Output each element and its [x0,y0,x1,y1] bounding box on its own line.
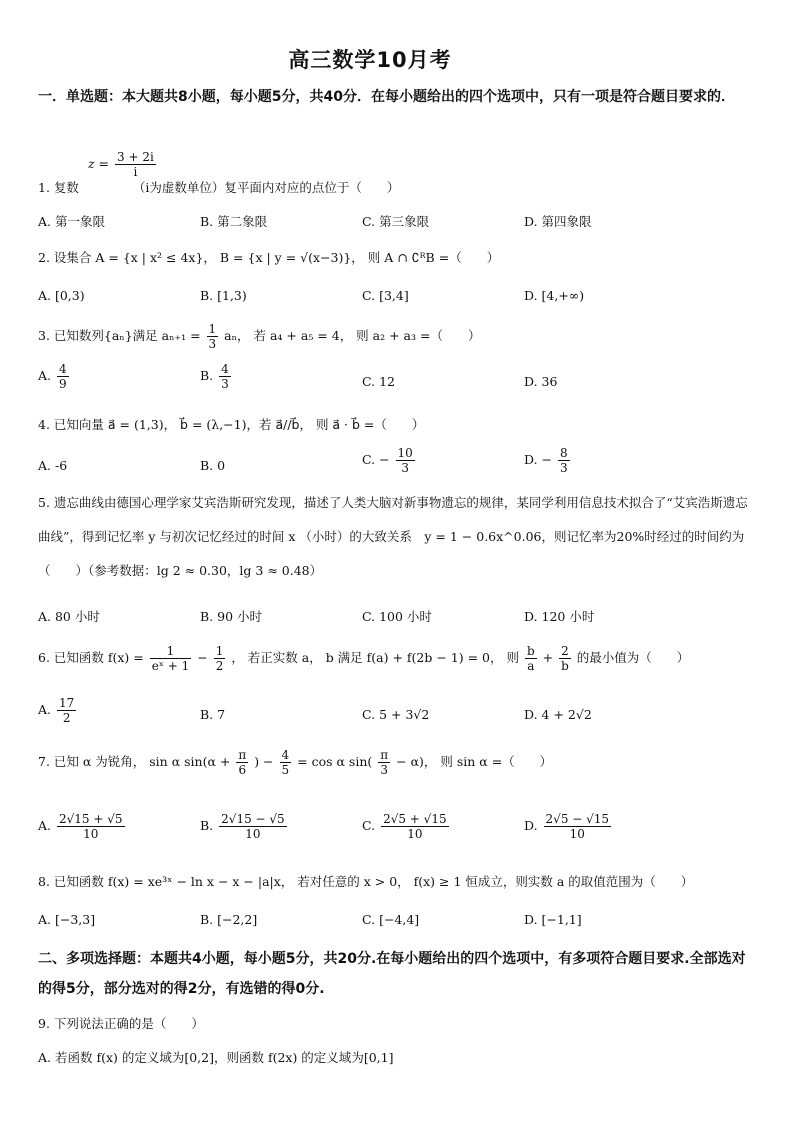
q1-option-d: D. 第四象限 [524,214,592,229]
q7-stem: 7. 已知 α 为锐角， sin α sin(α + $\frac{\pi}{6}$ ) − $\frac{4}{5}$ = cos α sin( $\frac{\pi}{3}$ − α)， 则 sin α =（ ） [38,748,553,777]
q5-option-d: D. 120 小时 [524,609,595,624]
q9-option-a: A. 若函数 f(x) 的定义域为[0,2]，则函数 f(2x) 的定义域为[0,1] [38,1050,394,1065]
q3-fraction: $\frac{1}{3}$ [208,322,217,351]
q4-option-d: D. − $\frac{8}{3}$ [524,446,568,475]
q5-option-b: B. 90 小时 [200,609,263,624]
q4-option-a: A. -6 [38,458,68,473]
q1-lhs: z = [88,156,110,171]
section1-heading: 一．单选题：本大题共8小题，每小题5分，共40分．在每小题给出的四个选项中，只有一项是符合题目要求的． [38,89,735,105]
q9-stem: 9. 下列说法正确的是（ ） [38,1016,204,1031]
q4-option-b: B. 0 [200,458,226,473]
q5-option-c: C. 100 小时 [362,609,432,624]
section2-heading: 二、多项选择题：本题共4小题，每小题5分，共20分.在每小题给出的四个选项中，有多项符合题目要求.全部选对的得5分，部分选对的得2分，有选错的得0分. [38,951,746,997]
q5-option-a: A. 80 小时 [38,609,100,624]
q3-option-c: C. 12 [362,374,395,389]
q3-stem: 3. 已知数列{aₙ}满足 aₙ₊₁ = $\frac{1}{3}$ aₙ， 若 a₄ + a₅ = 4， 则 a₂ + a₃ =（ ） [38,322,481,351]
q4-stem: 4. 已知向量 a⃗ = (1,3)， b⃗ = (λ,−1)，若 a⃗//b⃗， 则 a⃗ · b⃗ =（ ） [38,417,425,432]
q7-option-d: D. $\frac{2√5 - √15}{10}$ [524,812,610,841]
q3-option-d: D. 36 [524,374,558,389]
q2-option-d: D. [4,+∞) [524,288,585,303]
q5-stem: 5. 遗忘曲线由德国心理学家艾宾浩斯研究发现，描述了人类大脑对新事物遗忘的规律，某同学利用信息技术拟合了“艾宾浩斯遗忘曲线”，得到记忆率 y 与初次记忆经过的时间 x （小时）的大致关系 y = 1 − 0.6x^0.06，则记忆率为20%时经过的时间约为（ ）（参考数据：lg 2 ≈ 0.30，lg 3 ≈ 0.48） [38,495,748,578]
q1-option-b: B. 第二象限 [200,214,268,229]
q7-option-a: A. $\frac{2√15 + √5}{10}$ [38,812,123,841]
q7-option-c: C. $\frac{2√5 + √15}{10}$ [362,812,447,841]
q6-option-a: A. $\frac{17}{2}$ [38,696,75,725]
q8-option-c: C. [−4,4] [362,912,420,927]
q6-stem: 6. 已知函数 f(x) = $\frac{1}{\text{eˣ + 1}}$ − $\frac{1}{2}$ ， 若正实数 a， b 满足 f(a) + f(2b − 1) = 0， 则 $\frac{b}{a}$ + $\frac{2}{b}$ 的最小值为（ ） [38,644,690,673]
q2-option-a: A. [0,3) [38,288,85,303]
q7-option-b: B. $\frac{2√15 - √5}{10}$ [200,812,285,841]
q6-option-c: C. 5 + 3√2 [362,707,430,722]
q3-option-b: B. $\frac{4}{3}$ [200,362,229,391]
q1-option-a: A. 第一象限 [38,214,105,229]
q8-option-a: A. [−3,3] [38,912,96,927]
q8-stem: 8. 已知函数 f(x) = xe³ˣ − ln x − x − |a|x， 若对任意的 x > 0， f(x) ≥ 1 恒成立，则实数 a 的取值范围为（ ） [38,874,694,889]
q2-option-b: B. [1,3) [200,288,247,303]
q3-option-a: A. $\frac{4}{9}$ [38,362,67,391]
q2-stem: 2. 设集合 A = {x | x² ≤ 4x}， B = {x | y = √(x−3)}， 则 A ∩ ∁ᴿB =（ ） [38,250,500,265]
q8-option-d: D. [−1,1] [524,912,582,927]
q8-option-b: B. [−2,2] [200,912,258,927]
q4-option-c: C. − $\frac{10}{3}$ [362,446,413,475]
q1-fraction: $\frac{3 + 2i}{i}$ [117,150,154,179]
q1-option-c: C. 第三象限 [362,214,430,229]
q6-option-b: B. 7 [200,707,226,722]
q6-option-d: D. 4 + 2√2 [524,707,592,722]
q2-option-c: C. [3,4] [362,288,409,303]
q1-stem: 1. 复数 （i为虚数单位）复平面内对应的点位于（ ） [38,180,400,195]
q1-formula [88,150,794,179]
page-title: 高三数学10月考 [288,48,452,72]
